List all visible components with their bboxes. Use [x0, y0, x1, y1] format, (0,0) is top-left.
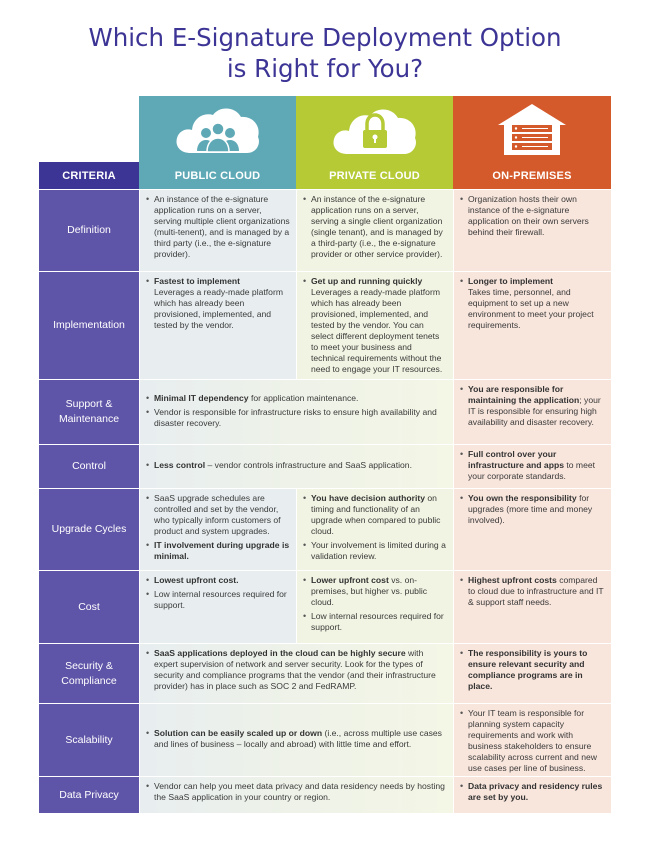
- privacy-cloud-cell: [139, 776, 453, 813]
- support-onprem-cell: [453, 379, 611, 444]
- criteria-scalability: Scalability: [39, 703, 139, 776]
- cost-onprem-cell: [453, 570, 611, 643]
- cloud-lock-icon: [330, 102, 420, 156]
- control-cloud-text: – vendor controls infrastructure and SaaS application.: [205, 460, 412, 470]
- security-cloud-bold: SaaS applications deployed in the cloud can be highly secure: [154, 648, 406, 658]
- cost-private-cell: [296, 570, 453, 643]
- privacy-onprem-bullet: [460, 781, 605, 803]
- upgrade-onprem-text: for upgrades (more time and money involved).: [468, 493, 593, 525]
- control-cloud-bold: Less control: [154, 460, 206, 470]
- support-cloud-bold: Minimal IT dependency: [154, 393, 249, 403]
- header-criteria: CRITERIA: [39, 162, 139, 189]
- support-cloud-bullet-2: • Vendor is responsible for infrastructure risks to ensure high availability and disaster recovery.: [146, 407, 447, 429]
- support-onprem-text: ; your IT is responsible for ensuring high availability and disaster recovery.: [468, 395, 601, 427]
- page-title-line-2: is Right for You?: [226, 54, 424, 83]
- definition-public-cell: [139, 189, 296, 271]
- scalability-onprem-bullet: • Your IT team is responsible for planning system capacity requirements and work with business stakeholders to ensure scalability across current and new use cases per line of business.: [460, 708, 605, 774]
- upgrade-onprem-bold: You own the responsibility: [468, 493, 577, 503]
- implementation-public-bold: Fastest to implement: [154, 276, 240, 286]
- cost-public-bullet-2: • Low internal resources required for support.: [146, 589, 290, 611]
- implementation-onprem-text: Takes time, personnel, and equipment to set up a new environment to meet your project requirements.: [468, 287, 594, 330]
- upgrade-private-bullet-2: • Your involvement is limited during a validation review.: [303, 540, 447, 562]
- definition-public-text: • An instance of the e-signature application runs on a server, serving multiple client organizations (multi-tenent), and is managed by a third party (i.e., the e-signature provider).: [146, 194, 290, 260]
- criteria-control: Control: [39, 444, 139, 488]
- cost-onprem-bold: Highest upfront costs: [468, 575, 557, 585]
- scalability-onprem-cell: [453, 703, 611, 776]
- control-onprem-bullet: [460, 449, 605, 482]
- implementation-onprem-cell: [453, 271, 611, 379]
- upgrade-public-bold: IT involvement during upgrade is minimal.: [154, 540, 290, 561]
- cost-public-bold: Lowest upfront cost.: [154, 575, 239, 585]
- support-onprem-bullet: [460, 384, 605, 428]
- cost-onprem-bullet: [460, 575, 605, 608]
- private-cloud-icon-cell: [296, 96, 453, 162]
- cost-private-bold: Lower upfront cost: [311, 575, 389, 585]
- support-cloud-bullet-1: [146, 393, 447, 404]
- criteria-security-compliance: Security & Compliance: [39, 643, 139, 703]
- definition-private-cell: [296, 189, 453, 271]
- cloud-people-icon: [173, 103, 263, 155]
- header-on-premises: ON-PREMISES: [453, 162, 611, 189]
- cost-private-bullet-2: • Low internal resources required for support.: [303, 611, 447, 633]
- cost-public-cell: [139, 570, 296, 643]
- upgrade-onprem-cell: [453, 488, 611, 570]
- scalability-cloud-bold: Solution can be easily scaled up or down: [154, 728, 323, 738]
- cost-private-text-1: vs. on-premises, but higher vs. public cloud.: [311, 575, 428, 607]
- header-public-cloud: PUBLIC CLOUD: [139, 162, 296, 189]
- corner-blank: [39, 96, 139, 162]
- criteria-data-privacy: Data Privacy: [39, 776, 139, 813]
- upgrade-private-text-1: on timing and functionality of an upgrade when compared to public cloud.: [311, 493, 441, 536]
- privacy-onprem-cell: [453, 776, 611, 813]
- cost-public-bullet-1: [146, 575, 290, 586]
- criteria-definition: Definition: [39, 189, 139, 271]
- definition-private-text: • An instance of the e-signature application runs on a server, serving a single client organization (single tenant), and is managed by a third-party (i.e., the e-signature provider or other service provider).: [303, 194, 447, 260]
- upgrade-public-bullet-2: [146, 540, 290, 562]
- implementation-private-bold: Get up and running quickly: [311, 276, 423, 286]
- support-cloud-cell: [139, 379, 453, 444]
- implementation-public-cell: [139, 271, 296, 379]
- comparison-table: [39, 96, 611, 818]
- house-server-icon: [492, 101, 572, 157]
- scalability-cloud-cell: [139, 703, 453, 776]
- implementation-onprem-bullet: [460, 276, 605, 331]
- support-onprem-bold: You are responsible for maintaining the application: [468, 384, 580, 405]
- upgrade-public-cell: [139, 488, 296, 570]
- criteria-upgrade-cycles: Upgrade Cycles: [39, 488, 139, 570]
- criteria-cost: Cost: [39, 570, 139, 643]
- security-onprem-cell: [453, 643, 611, 703]
- criteria-support-maintenance: Support & Maintenance: [39, 379, 139, 444]
- control-cloud-bullet: [146, 460, 447, 471]
- implementation-private-text: Leverages a ready-made platform which has already been provisioned, implemented, and tested by the vendor. You can select different deployment tenets to meet your business and technical requirements without the need to engage your IT resources.: [311, 287, 443, 374]
- security-cloud-text: with expert supervision of network and server security. Look for the types of security and compliance programs that the vendor (and their infrastructure provider) has in place such as SOC 2 and FedRAMP.: [154, 648, 436, 691]
- upgrade-private-bullet-1: [303, 493, 447, 537]
- page-title-line-1: Which E-Signature Deployment Option: [88, 23, 562, 52]
- upgrade-onprem-bullet: [460, 493, 605, 526]
- criteria-implementation: Implementation: [39, 271, 139, 379]
- privacy-cloud-bullet: • Vendor can help you meet data privacy and data residency needs by hosting the SaaS application in your country or region.: [146, 781, 447, 803]
- cost-onprem-text: compared to cloud due to infrastructure and IT & support staff needs.: [468, 575, 604, 607]
- implementation-private-bullet: [303, 276, 447, 375]
- control-onprem-bold: Full control over your infrastructure and apps: [468, 449, 564, 470]
- implementation-public-text: Leverages a ready-made platform which has already been provisioned, implemented, and tested by the vendor.: [154, 287, 283, 330]
- cost-private-bullet-1: [303, 575, 447, 608]
- implementation-public-bullet: [146, 276, 290, 331]
- upgrade-private-cell: [296, 488, 453, 570]
- control-onprem-text: to meet your corporate standards.: [468, 460, 596, 481]
- header-private-cloud: PRIVATE CLOUD: [296, 162, 453, 189]
- on-premises-icon-cell: [453, 96, 611, 162]
- scalability-cloud-bullet: [146, 728, 447, 750]
- security-cloud-cell: [139, 643, 453, 703]
- privacy-onprem-bold: Data privacy and residency rules are set by you.: [468, 781, 603, 802]
- upgrade-private-bold: You have decision authority: [311, 493, 425, 503]
- control-onprem-cell: [453, 444, 611, 488]
- implementation-private-cell: [296, 271, 453, 379]
- definition-onprem-cell: [453, 189, 611, 271]
- security-onprem-bold: The responsibility is yours to ensure relevant security and compliance programs are in place.: [468, 648, 588, 691]
- definition-onprem-text: • Organization hosts their own instance of the e-signature application on their own servers behind their firewall.: [460, 194, 605, 238]
- upgrade-public-bullet-1: • SaaS upgrade schedules are controlled and set by the vendor, who typically inform customers of product and system upgrades.: [146, 493, 290, 537]
- public-cloud-icon-cell: [139, 96, 296, 162]
- page-title: [0, 22, 650, 84]
- control-cloud-cell: [139, 444, 453, 488]
- security-onprem-bullet: [460, 648, 605, 692]
- security-cloud-bullet: [146, 648, 447, 692]
- support-cloud-text-1: for application maintenance.: [248, 393, 359, 403]
- implementation-onprem-bold: Longer to implement: [468, 276, 553, 286]
- scalability-cloud-text: (i.e., across multiple use cases and lines of business – locally and abroad) with little time and effort.: [154, 728, 442, 749]
